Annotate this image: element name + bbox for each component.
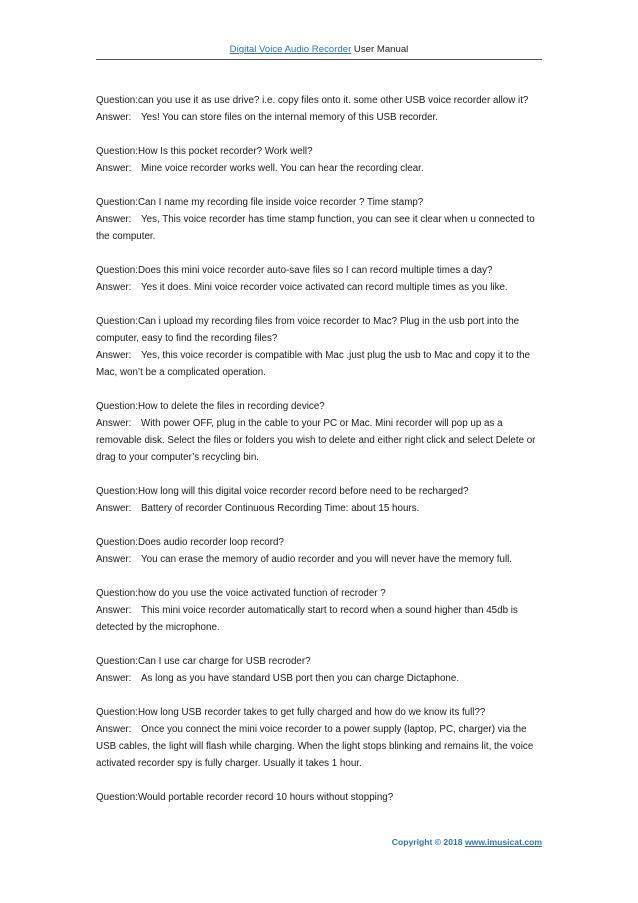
question: Question:Does audio recorder loop record?	[96, 537, 284, 548]
answer: Answer: Yes, this voice recorder is compatible with Mac .just plug the usb to Mac and copy it to the Mac, won’t be a complicated operation.	[96, 350, 530, 378]
header-divider	[96, 59, 542, 60]
manual-title-link[interactable]: Digital Voice Audio Recorder	[229, 44, 352, 55]
faq-item	[96, 585, 542, 636]
faq-list	[96, 92, 542, 823]
question: Question:how do you use the voice activated function of recroder ?	[96, 588, 386, 599]
question: Question:How to delete the files in recording device?	[96, 401, 325, 412]
faq-item	[96, 789, 542, 806]
faq-item	[96, 92, 542, 126]
answer: Answer: Battery of recorder Continuous Recording Time: about 15 hours.	[96, 503, 420, 514]
manual-title-suffix: User Manual	[351, 44, 409, 55]
faq-item	[96, 313, 542, 381]
website-link[interactable]: www.imusicat.com	[464, 837, 542, 847]
faq-item	[96, 704, 542, 772]
question: Question:can you use it as use drive? i.e. copy files onto it. some other USB voice recorder allow it?	[96, 95, 529, 106]
faq-item	[96, 194, 542, 245]
question: Question:How long USB recorder takes to get fully charged and how do we know its full??	[96, 707, 486, 718]
faq-item	[96, 653, 542, 687]
faq-item	[96, 143, 542, 177]
page-header	[96, 44, 542, 55]
faq-item	[96, 262, 542, 296]
answer: Answer: Yes it does. Mini voice recorder voice activated can record multiple times as you like.	[96, 282, 508, 293]
copyright-text: Copyright © 2018	[391, 837, 465, 847]
question: Question:Can I use car charge for USB recroder?	[96, 656, 311, 667]
faq-item	[96, 398, 542, 466]
question: Question:Can i upload my recording files from voice recorder to Mac? Plug in the usb port into the computer, easy to find the recording files?	[96, 316, 520, 344]
answer: Answer: As long as you have standard USB port then you can charge Dictaphone.	[96, 673, 460, 684]
answer: Answer: Mine voice recorder works well. You can hear the recording clear.	[96, 163, 424, 174]
faq-item	[96, 483, 542, 517]
question: Question:Can I name my recording file inside voice recorder ? Time stamp?	[96, 197, 424, 208]
page-footer	[96, 837, 542, 847]
answer: Answer: This mini voice recorder automatically start to record when a sound higher than 45db is detected by the microphone.	[96, 605, 518, 633]
question: Question:How Is this pocket recorder? Work well?	[96, 146, 313, 157]
question: Question:Does this mini voice recorder auto-save files so I can record multiple times a day?	[96, 265, 493, 276]
answer: Answer: You can erase the memory of audio recorder and you will never have the memory full.	[96, 554, 513, 565]
answer: Answer: Yes, This voice recorder has time stamp function, you can see it clear when u connected to the computer.	[96, 214, 535, 242]
answer: Answer: Once you connect the mini voice recorder to a power supply (laptop, PC, charger) via the USB cables, the light will flash while charging. When the light stops blinking and remains lit, the voice activated recorder spy is fully charger. Usually it takes 1 hour.	[96, 724, 534, 769]
question: Question:How long will this digital voice recorder record before need to be recharged?	[96, 486, 469, 497]
answer: Answer: Yes! You can store files on the internal memory of this USB recorder.	[96, 112, 438, 123]
faq-item	[96, 534, 542, 568]
question: Question:Would portable recorder record 10 hours without stopping?	[96, 792, 394, 803]
answer: Answer: With power OFF, plug in the cable to your PC or Mac. Mini recorder will pop up as a removable disk. Select the files or folders you wish to delete and either right click and select Delete or drag to your computer’s recycling bin.	[96, 418, 536, 463]
